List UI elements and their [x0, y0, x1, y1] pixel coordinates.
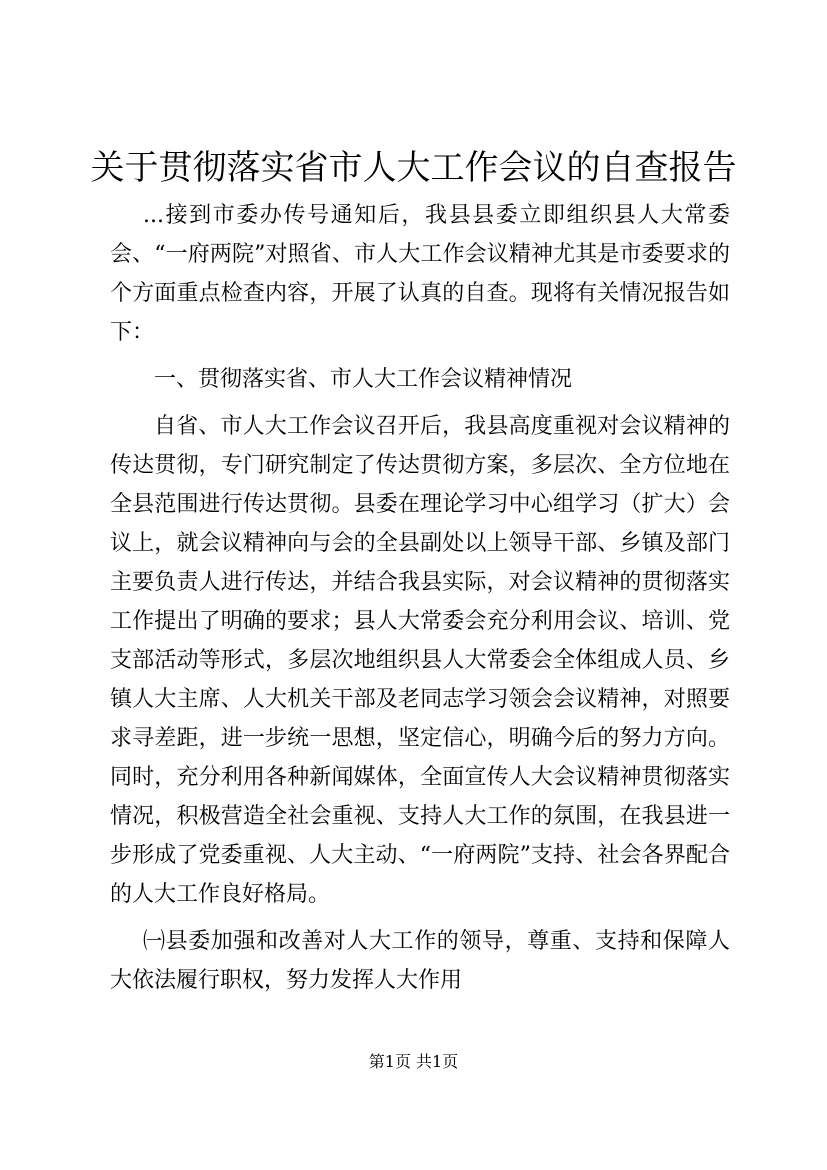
- body-paragraph: 自省、市人大工作会议召开后，我县高度重视对会议精神的传达贯彻，专门研究制定了传达贯彻方案，多层次、全方位地在全县范围进行传达贯彻。县委在理论学习中心组学习（扩大）会议上，就会议精神向与会的全县副处以上领导干部、乡镇及部门主要负责人进行传达，并结合我县实际，对会议精神的贯彻落实工作提出了明确的要求；县人大常委会充分利用会议、培训、党支部活动等形式，多层次地组织县人大常委会全体组成人员、乡镇人大主席、人大机关干部及老同志学习领会会议精神，对照要求寻差距，进一步统一思想，坚定信心，明确今后的努力方向。同时，充分利用各种新闻媒体，全面宣传人大会议精神贯彻落实情况，积极营造全社会重视、支持人大工作的氛围，在我县进一步形成了党委重视、人大主动、“一府两院”支持、社会各界配合的人大工作良好格局。: [110, 414, 730, 907]
- page-title: 关于贯彻落实省市人大工作会议的自查报告: [90, 148, 737, 188]
- subsection-heading: ㈠县委加强和改善对人大工作的领导，尊重、支持和保障人大依法履行职权，努力发挥人大作用: [110, 929, 730, 993]
- section-heading: 一、贯彻落实省、市人大工作会议精神情况: [154, 367, 573, 392]
- intro-paragraph: ...接到市委办传号通知后，我县县委立即组织县人大常委会、“一府两院”对照省、市人大工作会议精神尤其是市委要求的个方面重点检查内容，开展了认真的自查。现将有关情况报告如下：: [110, 203, 730, 345]
- page-footer: 第1页 共1页: [368, 1052, 459, 1071]
- document-body: [110, 196, 730, 1000]
